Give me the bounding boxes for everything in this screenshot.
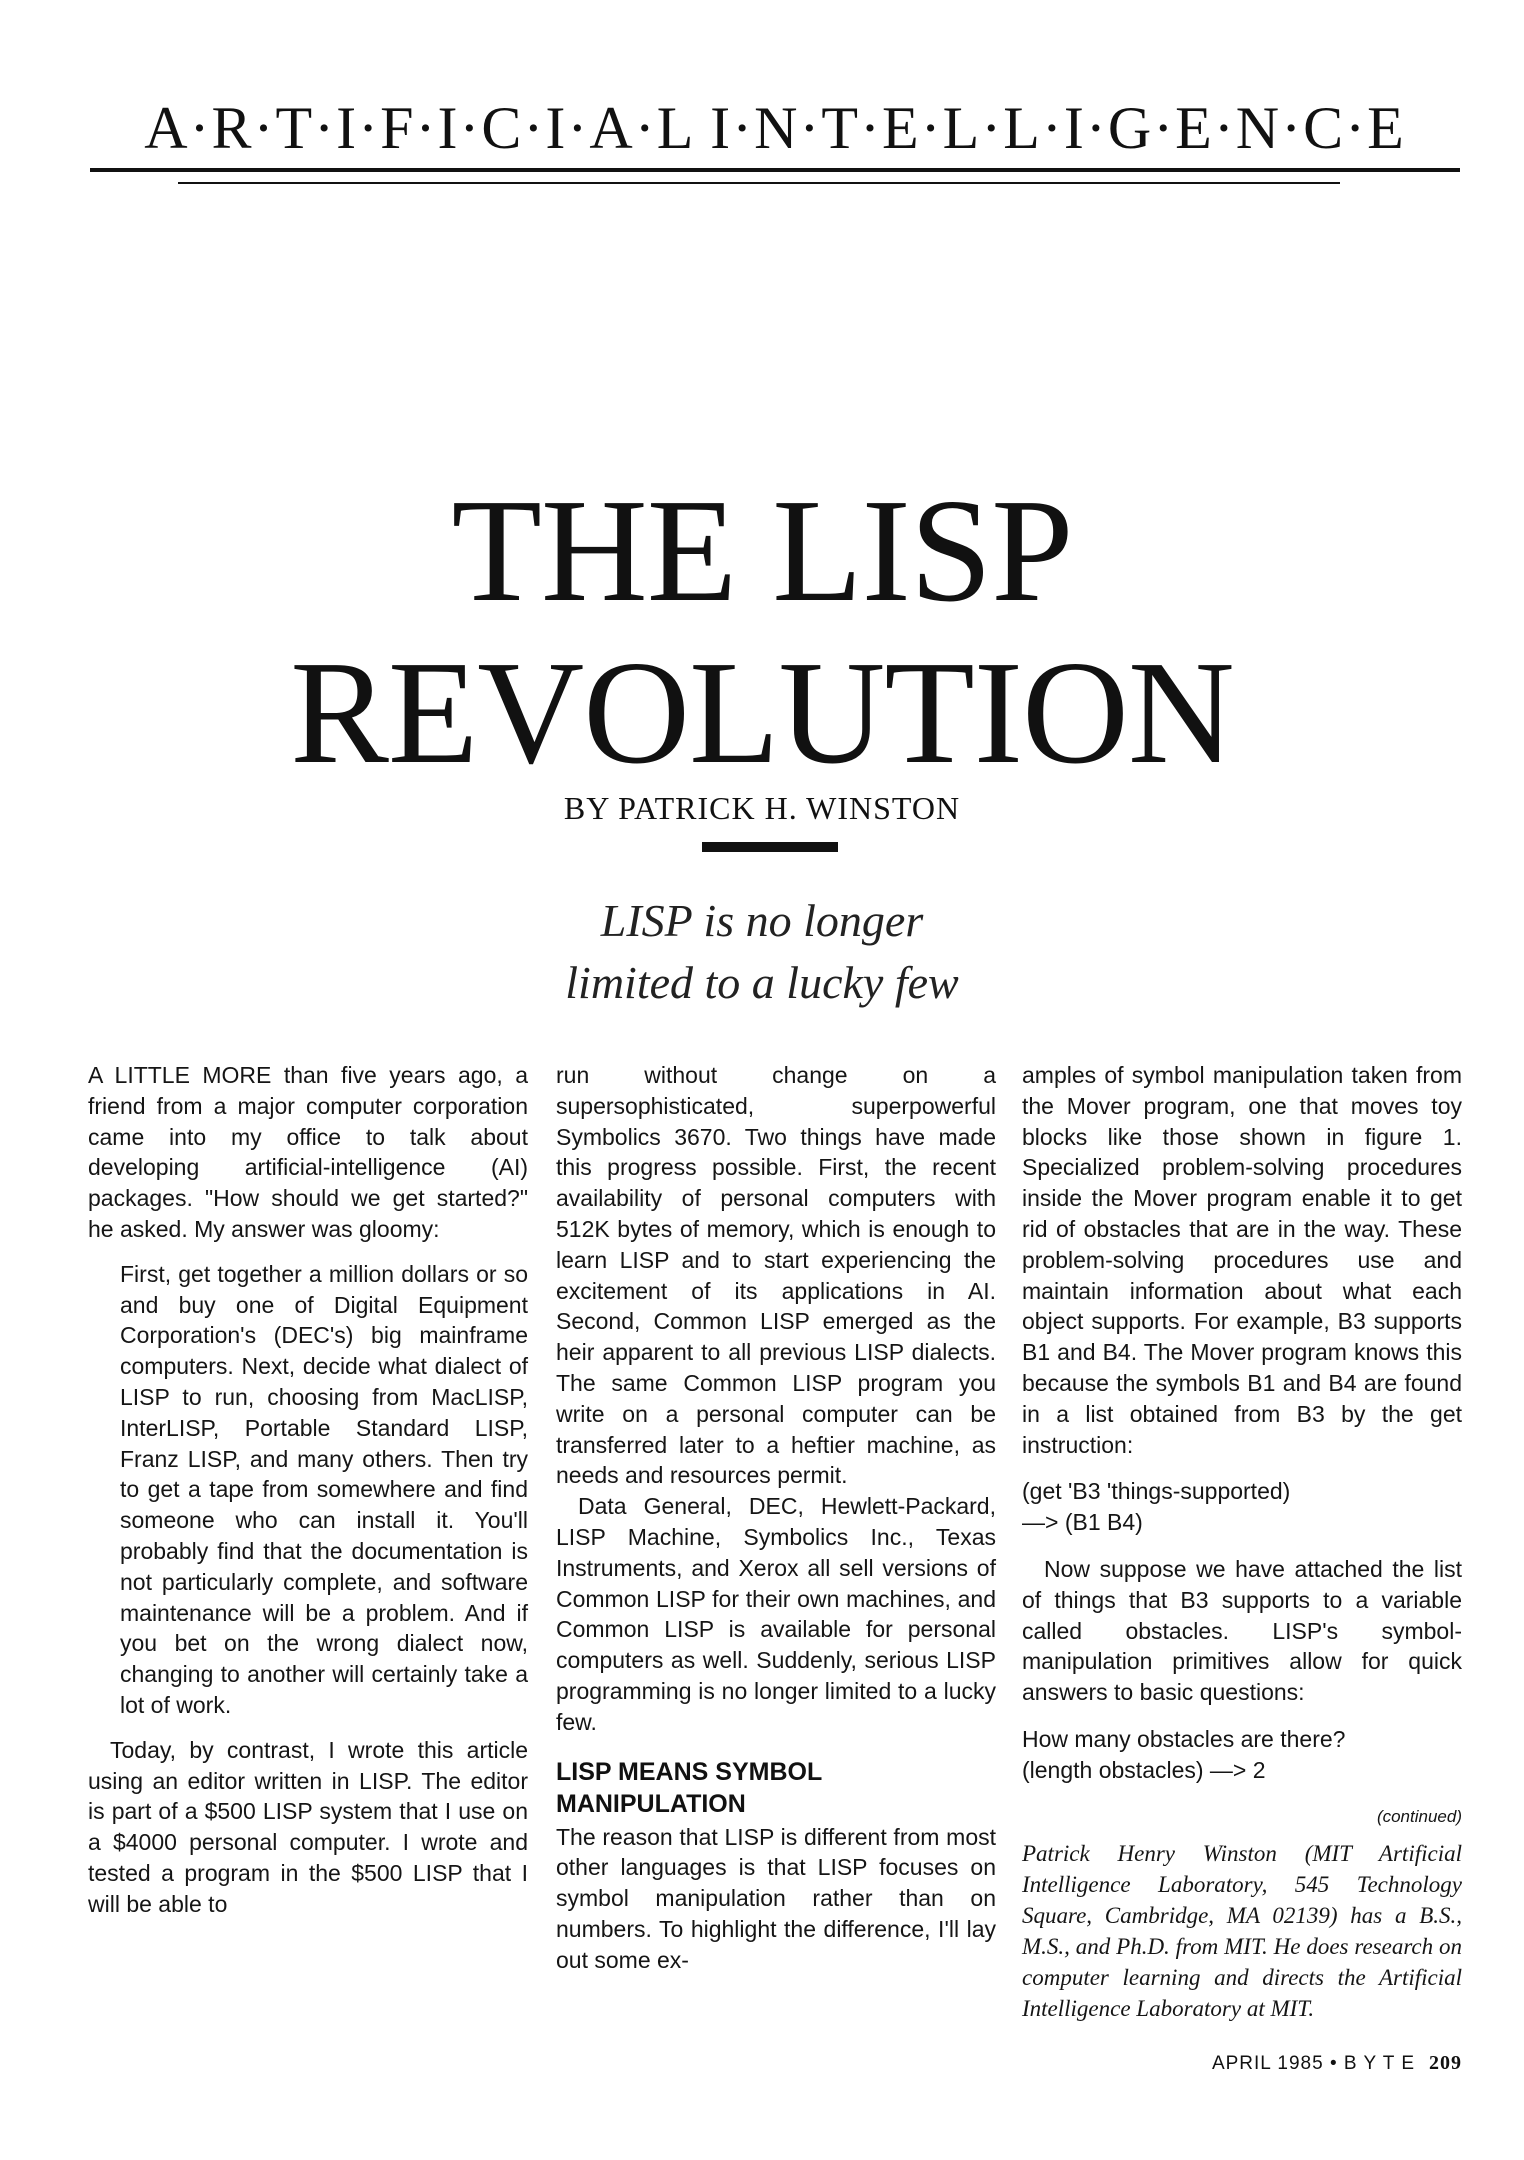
code-example-2	[1022, 1724, 1462, 1786]
body-paragraph: Data General, DEC, Hewlett-Packard, LISP Machine, Symbolics Inc., Texas Instruments, and Xerox all sell versions of Common LISP for their own machines, and Common LISP is available for personal computers as well. Suddenly, serious LISP programming is no longer limited to a lucky few.	[556, 1493, 996, 1735]
body-paragraph: Today, by contrast, I wrote this article using an editor written in LISP. The editor is part of a $500 LISP system that I use on a $4000 personal computer. I wrote and tested a program in the $500 LISP that I will be able to	[88, 1736, 528, 1917]
section-kicker: A·R·T·I·F·I·C·I·A·L I·N·T·E·L·L·I·G·E·N·C·E	[144, 95, 1406, 161]
title-line-1: THE LISP	[451, 469, 1073, 633]
block-quote: First, get together a million dollars or so and buy one of Digital Equipment Corporation's (DEC's) big mainframe computers. Next, decide what dialect of LISP to run, choosing from MacLISP, InterLISP, Portable Standard LISP, Franz LISP, and many others. Then try to get a tape from somewhere and find someone who can install it. You'll probably find that the documentation is not particularly complete, and software maintenance will be a problem. And if you bet on the wrong dialect now, changing to another will certainly take a lot of work.	[120, 1260, 528, 1718]
title-line-2: REVOLUTION	[290, 631, 1234, 795]
column-2	[556, 1060, 996, 1976]
body-paragraph: The reason that LISP is different from most other languages is that LISP focuses on symbol manipulation rather than on numbers. To highlight the difference, I'll lay out some ex-	[556, 1823, 996, 1973]
code-line: (get 'B3 'things-supported)	[1022, 1478, 1291, 1505]
column-1	[88, 1060, 528, 1920]
code-line: How many obstacles are there?	[1022, 1725, 1346, 1752]
section-heading	[556, 1756, 996, 1820]
page-number: 209	[1429, 2052, 1462, 2074]
header-rule-thin	[178, 182, 1340, 184]
section-heading-line-1: LISP MEANS SYMBOL	[556, 1757, 823, 1786]
page-footer	[1212, 2052, 1462, 2075]
code-line: (length obstacles) —> 2	[1022, 1756, 1266, 1783]
code-example-1	[1022, 1476, 1462, 1538]
deck	[0, 890, 1524, 1014]
deck-line-1: LISP is no longer	[600, 895, 924, 946]
continued-note: (continued)	[1376, 1806, 1462, 1826]
author-bio: Patrick Henry Winston (MIT Artificial Intelligence Laboratory, 545 Technology Square, Cambridge, MA 02139) has a B.S., M.S., and Ph.D. from MIT. He does research on computer learning and directs the Artificial Intelligence Laboratory at MIT.	[1022, 1841, 1462, 2022]
column-3	[1022, 1060, 1462, 2024]
section-heading-line-2: MANIPULATION	[556, 1789, 746, 1818]
byline: BY PATRICK H. WINSTON	[563, 790, 961, 826]
body-paragraph: Now suppose we have attached the list of things that B3 supports to a variable called obstacles. LISP's symbol-manipulation primitives allow for quick answers to basic questions:	[1022, 1555, 1462, 1706]
code-line: —> (B1 B4)	[1022, 1509, 1143, 1536]
article-title	[0, 470, 1524, 794]
byline-bar	[702, 842, 838, 852]
body-paragraph: run without change on a supersophisticated, superpowerful Symbolics 3670. Two things have made this progress possible. First, the recent availability of personal computers with 512K bytes of memory, which is enough to learn LISP and to start experiencing the excitement of its applications in AI. Second, Common LISP emerged as the heir apparent to all previous LISP dialects. The same Common LISP program you write on a personal computer can be transferred later to a heftier machine, as needs and resources permit.	[556, 1062, 996, 1489]
issue-label: APRIL 1985 • B Y T E	[1211, 2053, 1415, 2074]
body-paragraph: A LITTLE MORE than five years ago, a friend from a major computer corporation came into my office to talk about developing artificial-intelligence (AI) packages. "How should we get started?" he asked. My answer was gloomy:	[88, 1062, 528, 1242]
body-paragraph: amples of symbol manipulation taken from the Mover program, one that moves toy blocks like those shown in figure 1. Specialized problem-solving procedures inside the Mover program enable it to get rid of obstacles that are in the way. These problem-solving procedures use and maintain information about what each object supports. For example, B3 supports B1 and B4. The Mover program knows this because the symbols B1 and B4 are found in a list obtained from B3 by the get instruction:	[1022, 1062, 1462, 1458]
header-rule-thick	[90, 168, 1460, 172]
deck-line-2: limited to a lucky few	[565, 957, 959, 1008]
